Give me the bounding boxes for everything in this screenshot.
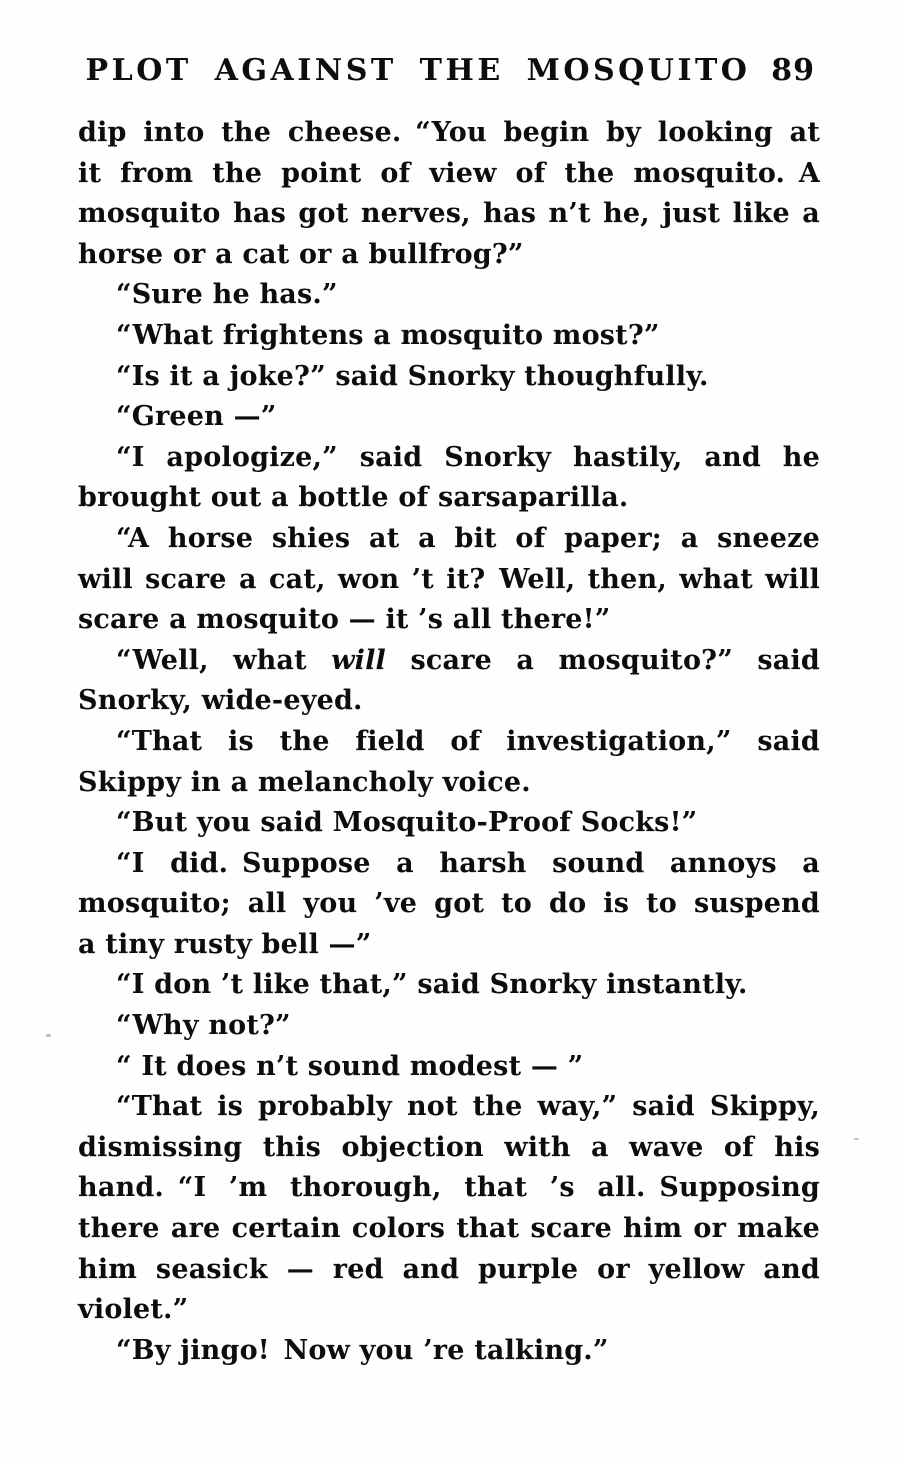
text-line: will scare a cat, won ’t it? Well, then, what will	[78, 563, 820, 595]
text-line: “I did. Suppose a harsh sound annoys a	[116, 847, 820, 879]
text-line: “But you said Mosquito-Proof Socks!”	[116, 807, 698, 839]
page-number: 89	[771, 53, 815, 88]
scan-speck	[46, 1034, 51, 1037]
text-line: “ It does n’t sound modest — ”	[116, 1050, 584, 1082]
text-line: brought out a bottle of sarsaparilla.	[78, 482, 629, 514]
text-line: a tiny rusty bell —”	[78, 928, 372, 960]
text-line: “That is the field of investigation,” said	[116, 725, 820, 757]
text-line: “Sure he has.”	[116, 279, 338, 311]
text-line: it from the point of view of the mosquito. A	[78, 157, 820, 189]
text-line: scare a mosquito — it ’s all there!”	[78, 604, 611, 636]
text-line: “By jingo! Now you ’re talking.”	[116, 1334, 609, 1366]
text-line: “Is it a joke?” said Snorky thoughfully.	[116, 360, 709, 392]
page-title: PLOT AGAINST THE MOSQUITO	[85, 53, 751, 88]
scan-speck	[854, 1138, 859, 1140]
text-line: dip into the cheese. “You begin by looking at	[78, 117, 820, 148]
text-line: “A horse shies at a bit of paper; a sneeze	[116, 522, 820, 554]
page-body	[78, 113, 820, 1371]
text-line: mosquito; all you ’ve got to do is to suspend	[78, 888, 820, 920]
running-header	[83, 52, 817, 92]
text-line: “I apologize,” said Snorky hastily, and he	[116, 441, 820, 473]
text-line: “Why not?”	[116, 1010, 291, 1042]
text-line: Skippy in a melancholy voice.	[78, 766, 531, 798]
text-line: “I don ’t like that,” said Snorky instantly.	[116, 969, 748, 1001]
text-line: there are certain colors that scare him or make	[78, 1213, 820, 1245]
text-line: hand. “I ’m thorough, that ’s all. Supposing	[78, 1172, 820, 1204]
text-line: dismissing this objection with a wave of his	[78, 1131, 820, 1163]
italic-text: will	[331, 644, 387, 676]
text-line: “Well, what will scare a mosquito?” said	[116, 644, 820, 676]
text-line: horse or a cat or a bullfrog?”	[78, 238, 524, 270]
text-line: Snorky, wide-eyed.	[78, 685, 363, 717]
text-line: “Green —”	[116, 401, 277, 433]
text-line: “That is probably not the way,” said Skippy,	[116, 1091, 820, 1123]
text-line: violet.”	[78, 1294, 189, 1326]
text-line: “What frightens a mosquito most?”	[116, 319, 660, 351]
text-line: him seasick — red and purple or yellow and	[78, 1253, 820, 1285]
text-line: mosquito has got nerves, has n’t he, just like a	[78, 198, 820, 230]
